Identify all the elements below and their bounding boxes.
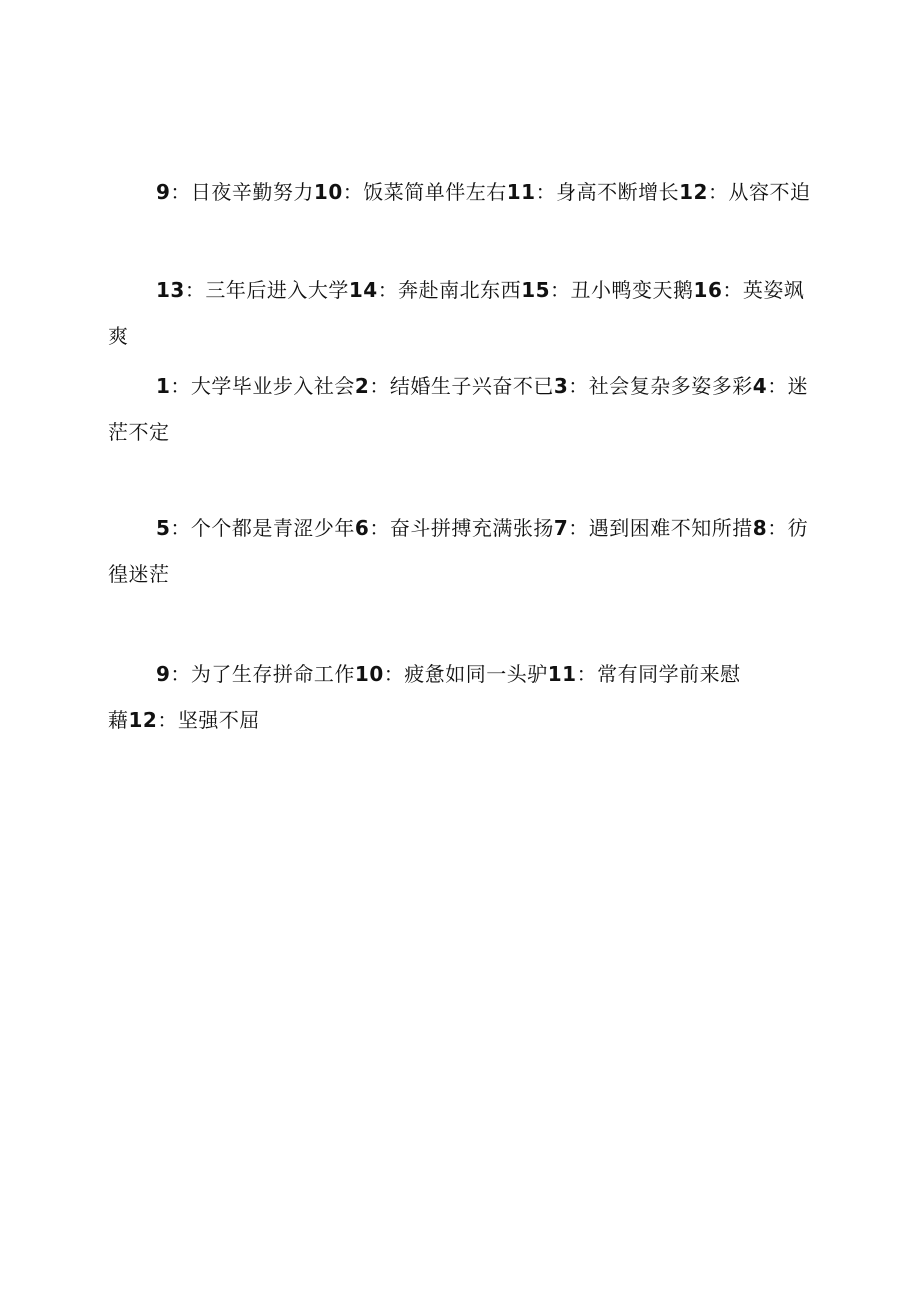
item-number: 9 — [156, 180, 171, 204]
item-number: 1 — [156, 374, 171, 398]
paragraph-2 — [108, 267, 820, 359]
item-number: 12 — [679, 180, 708, 204]
item-text: ：丑小鸭变天鹅 — [550, 278, 694, 302]
item-number: 16 — [693, 278, 723, 302]
item-text: ：社会复杂多姿多彩 — [568, 374, 753, 398]
paragraph-5 — [108, 651, 748, 743]
item-number: 8 — [752, 516, 768, 540]
item-text: ：常有同学前来慰藉 — [108, 662, 741, 732]
item-number: 11 — [547, 662, 577, 686]
item-text: ：为了生存拼命工作 — [170, 662, 355, 686]
item-number: 14 — [348, 278, 378, 302]
item-text: ：英姿飒爽 — [108, 278, 805, 348]
item-number: 13 — [156, 278, 185, 302]
item-text: ：遇到困难不知所措 — [568, 516, 753, 540]
item-text: ：结婚生子兴奋不已 — [369, 374, 554, 398]
item-text: ：迷茫不定 — [108, 374, 809, 444]
item-text: ：从容不迫 — [707, 180, 811, 204]
item-number: 11 — [506, 180, 536, 204]
item-text: ：彷徨迷茫 — [108, 516, 809, 586]
item-number: 10 — [354, 662, 384, 686]
item-number: 3 — [553, 374, 569, 398]
item-number: 5 — [156, 516, 171, 540]
item-number: 12 — [128, 708, 158, 732]
item-number: 6 — [354, 516, 370, 540]
item-text: ：奋斗拼搏充满张扬 — [369, 516, 554, 540]
paragraph-3 — [108, 363, 820, 455]
item-number: 10 — [313, 180, 343, 204]
item-text: ：身高不断增长 — [535, 180, 680, 204]
item-number: 4 — [752, 374, 768, 398]
paragraph-1 — [108, 169, 820, 215]
item-number: 7 — [553, 516, 569, 540]
item-text: ：个个都是青涩少年 — [170, 516, 355, 540]
item-text: ：饭菜简单伴左右 — [342, 180, 507, 204]
item-text: ：三年后进入大学 — [184, 278, 349, 302]
item-text: ：坚强不屈 — [157, 708, 260, 732]
item-number: 2 — [354, 374, 370, 398]
item-text: ：大学毕业步入社会 — [170, 374, 355, 398]
item-number: 9 — [156, 662, 171, 686]
paragraph-4 — [108, 505, 820, 597]
item-text: ：奔赴南北东西 — [377, 278, 522, 302]
item-number: 15 — [521, 278, 551, 302]
item-text: ：疲惫如同一头驴 — [383, 662, 548, 686]
item-text: ：日夜辛勤努力 — [170, 180, 314, 204]
